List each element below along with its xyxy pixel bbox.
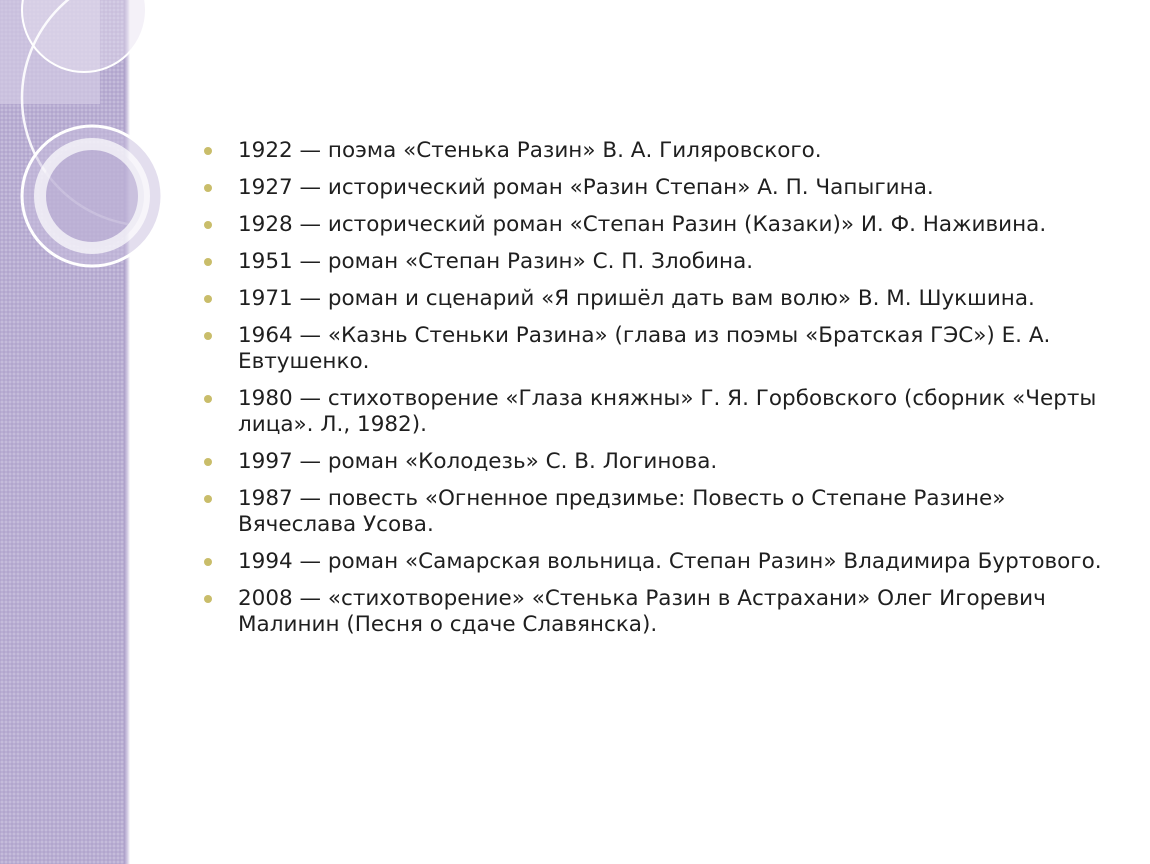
list-item-text: 1987 — повесть «Огненное предзимье: Повесть о Степане Разине» Вячеслава Усова. <box>238 486 1006 537</box>
gold-dot-icon <box>204 458 212 466</box>
list-item <box>200 175 1120 201</box>
gold-dot-icon <box>204 595 212 603</box>
list-item-text: 2008 — «стихотворение» «Стенька Разин в Астрахани» Олег Игоревич Малинин (Песня о сдаче Славянска). <box>238 586 1046 637</box>
slide-content <box>200 138 1120 649</box>
list-item <box>200 212 1120 238</box>
list-item <box>200 549 1120 575</box>
list-item-text: 1971 — роман и сценарий «Я пришёл дать вам волю» В. М. Шукшина. <box>238 286 1035 311</box>
list-item <box>200 138 1120 164</box>
gold-dot-icon <box>204 558 212 566</box>
gold-dot-icon <box>204 395 212 403</box>
bullet-list <box>200 138 1120 638</box>
list-item-text: 1964 — «Казнь Стеньки Разина» (глава из поэмы «Братская ГЭС») Е. А. Евтушенко. <box>238 323 1051 374</box>
gold-dot-icon <box>204 258 212 266</box>
list-item-text: 1997 — роман «Колодезь» С. В. Логинова. <box>238 449 718 474</box>
list-item <box>200 286 1120 312</box>
gold-dot-icon <box>204 147 212 155</box>
list-item <box>200 486 1120 538</box>
decor-circle-inner <box>40 144 144 248</box>
list-item-text: 1994 — роман «Самарская вольница. Степан Разин» Владимира Буртового. <box>238 549 1102 574</box>
list-item-text: 1922 — поэма «Стенька Разин» В. А. Гиляровского. <box>238 138 822 163</box>
gold-dot-icon <box>204 221 212 229</box>
list-item <box>200 323 1120 375</box>
gold-dot-icon <box>204 495 212 503</box>
gold-dot-icon <box>204 332 212 340</box>
list-item-text: 1980 — стихотворение «Глаза княжны» Г. Я. Горбовского (сборник «Черты лица». Л., 1982). <box>238 386 1097 437</box>
list-item-text: 1927 — исторический роман «Разин Степан» А. П. Чапыгина. <box>238 175 934 200</box>
list-item <box>200 386 1120 438</box>
list-item-text: 1951 — роман «Степан Разин» С. П. Злобина. <box>238 249 754 274</box>
list-item <box>200 586 1120 638</box>
list-item <box>200 249 1120 275</box>
list-item <box>200 449 1120 475</box>
decorative-circles <box>0 0 140 300</box>
gold-dot-icon <box>204 295 212 303</box>
gold-dot-icon <box>204 184 212 192</box>
list-item-text: 1928 — исторический роман «Степан Разин (Казаки)» И. Ф. Наживина. <box>238 212 1047 237</box>
